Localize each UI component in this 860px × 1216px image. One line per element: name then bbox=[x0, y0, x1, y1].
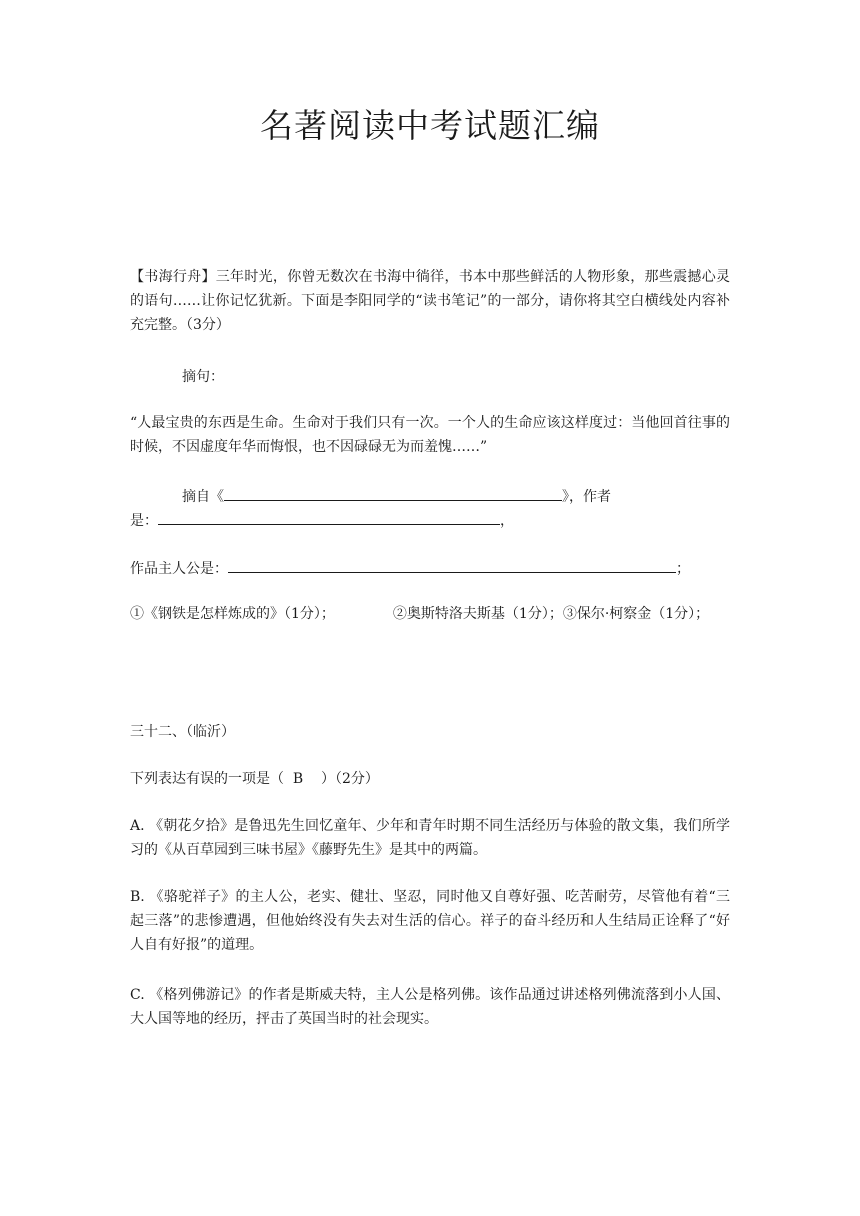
option-c: C. 《格列佛游记》的作者是斯威夫特，主人公是格列佛。该作品通过讲述格列佛流落到小人国、大人国等地的经历，抨击了英国当时的社会现实。 bbox=[130, 987, 730, 1027]
author-suffix: ， bbox=[500, 513, 514, 529]
source-prefix: 摘自《 bbox=[182, 489, 224, 505]
protagonist-line bbox=[130, 556, 730, 581]
author-line bbox=[130, 508, 730, 533]
option-a: A. 《朝花夕拾》是鲁迅先生回忆童年、少年和青年时期不同生活经历与体验的散文集，我们所学习的《从百草园到三味书屋》《藤野先生》是其中的两篇。 bbox=[130, 818, 730, 858]
source-line bbox=[130, 484, 782, 509]
answer-part2: ②奥斯特洛夫斯基（1分）；③保尔·柯察金（1分）； bbox=[392, 606, 710, 622]
section2-heading: 三十二、（临沂） bbox=[130, 724, 235, 740]
section1-intro: 【书海行舟】三年时光，你曾无数次在书海中徜徉，书本中那些鲜活的人物形象，那些震撼心灵的语句……让你记忆犹新。下面是李阳同学的“读书笔记”的一部分，请你将其空白横线处内容补充完整。（3分） bbox=[130, 269, 730, 333]
author-blank bbox=[158, 508, 500, 525]
excerpt-quote: “人最宝贵的东西是生命。生命对于我们只有一次。一个人的生命应该这样度过：当他回首往事的时候，不因虚度年华而悔恨，也不因碌碌无为而羞愧……” bbox=[130, 415, 730, 455]
answer-part1: ①《钢铁是怎样炼成的》（1分）； bbox=[130, 606, 335, 622]
answer-line bbox=[130, 602, 730, 626]
author-prefix: 是： bbox=[130, 513, 158, 529]
option-b: B. 《骆驼祥子》的主人公，老实、健壮、坚忍，同时他又自尊好强、吃苦耐劳，尽管他有着“三起三落”的悲惨遭遇，但他始终没有失去对生活的信心。祥子的奋斗经历和人生结局正诠释了“好人自有好报”的道理。 bbox=[130, 889, 730, 953]
question-text: 下列表达有误的一项是（ B ）（2分） bbox=[130, 771, 379, 787]
excerpt-label: 摘句： bbox=[182, 369, 224, 385]
book-title-blank bbox=[224, 484, 562, 501]
protagonist-prefix: 作品主人公是： bbox=[130, 561, 228, 577]
source-suffix: 》，作者 bbox=[562, 489, 611, 505]
protagonist-suffix: ； bbox=[676, 561, 690, 577]
page-title: 名著阅读中考试题汇编 bbox=[260, 106, 600, 145]
protagonist-blank bbox=[228, 556, 676, 573]
